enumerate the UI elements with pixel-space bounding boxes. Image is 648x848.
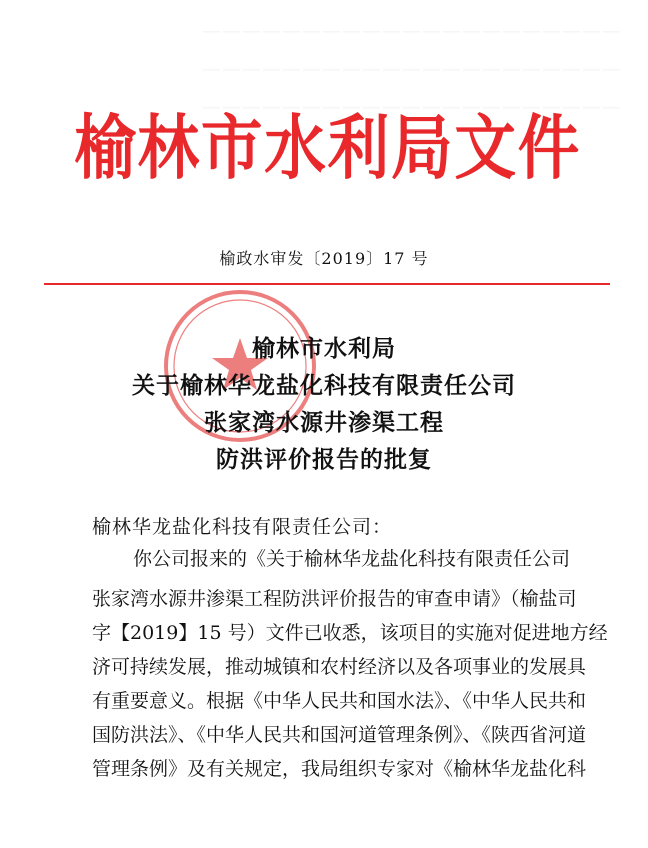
doc-title-line-3: 张家湾水源井渗渠工程 (204, 410, 444, 436)
doc-title-line-2: 关于榆林华龙盐化科技有限责任公司 (132, 373, 516, 399)
body-line-text: 管理条例》及有关规定，我局组织专家对《榆林华龙盐化科 (92, 758, 587, 780)
body-line-text: 字【2019】15 号）文件已收悉，该项目的实施对促进地方经 (92, 622, 608, 644)
body-line-text: 张家湾水源井渗渠工程防洪评价报告的审查申请》（榆盐司 (92, 588, 577, 610)
doc-title-line-4: 防洪评价报告的批复 (216, 447, 432, 473)
body-line-text: 有重要意义。根据《中华人民共和国水法》、《中华人民共和 (92, 690, 587, 712)
show-through-text: ＿＿＿＿＿＿＿＿＿＿＿＿＿＿＿＿＿＿＿＿＿ ＿＿＿＿＿＿＿＿＿＿＿＿＿＿＿＿＿＿＿＿＿ ＿＿＿＿＿＿＿＿＿＿＿＿＿＿＿＿＿＿＿＿＿ (200, 15, 620, 111)
body-line-text: 你公司报来的《关于榆林华龙盐化科技有限责任公司 (133, 548, 571, 570)
doc-title-line-1: 榆林市水利局 (252, 336, 396, 362)
red-divider-line (44, 283, 610, 285)
body-line-text: 国防洪法》、《中华人民共和国河道管理条例》、《陕西省河道 (92, 724, 587, 746)
addressee: 榆林华龙盐化科技有限责任公司： (92, 516, 393, 538)
issuing-authority-header: 榆林市水利局文件 (74, 107, 582, 189)
body-line-text: 济可持续发展，推动城镇和农村经济以及各项事业的发展具 (92, 656, 587, 678)
document-number: 榆政水审发〔2019〕17 号 (219, 249, 429, 268)
